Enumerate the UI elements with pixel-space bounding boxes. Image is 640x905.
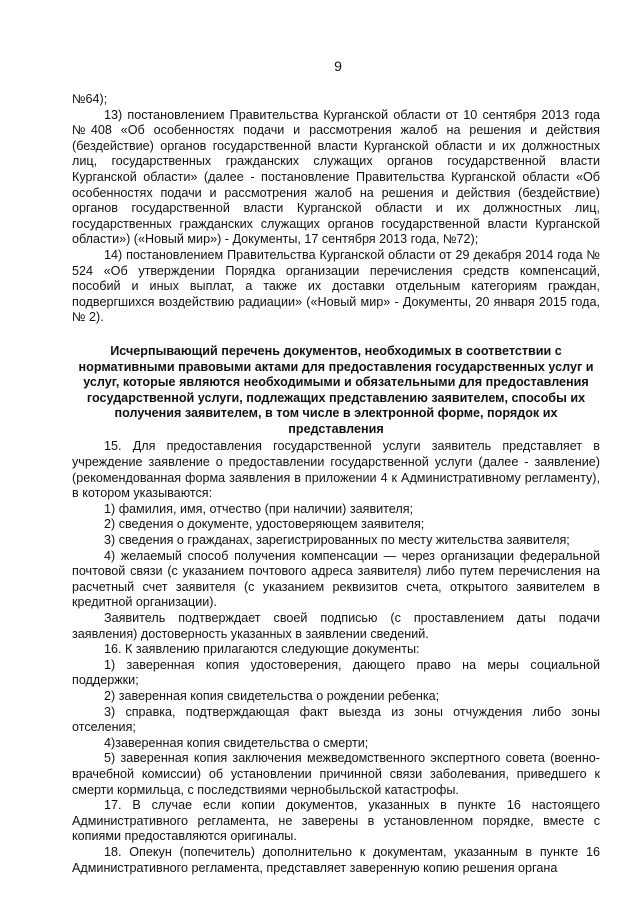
paragraph-15-1: 1) фамилия, имя, отчество (при наличии) заявителя; <box>104 501 414 516</box>
paragraph-14: 14) постановлением Правительства Курганской области от 29 декабря 2014 года № 524 «Об утверждении Порядка организации перечисления средств компенсаций, пособий и иных выплат, а также их доставки отдельным категориям граждан, подвергшихся воздействию радиации» («Новый мир» - Документы, 20 января 2015 года, № 2). <box>72 247 600 325</box>
paragraph-16: 16. К заявлению прилагаются следующие документы: <box>104 642 420 657</box>
paragraph-15: 15. Для предоставления государственной услуги заявитель представляет в учреждение заявление о предоставлении государственной услуги (далее - заявление) (рекомендованная форма заявления в приложении 4 к Административному регламенту), в котором указываются: <box>72 439 600 501</box>
paragraph-16-3: 3) справка, подтверждающая факт выезда из зоны отчуждения либо зоны отселения; <box>72 704 600 735</box>
paragraph-16-5: 5) заверенная копия заключения межведомственного экспертного совета (военно-врачебной комиссии) об установлении причинной связи заболевания, приведшего к смерти кормильца, с последствиями чернобыльской катастрофы. <box>72 751 600 797</box>
paragraph-15-2: 2) сведения о документе, удостоверяющем заявителя; <box>104 517 425 532</box>
paragraph-15-sign: Заявитель подтверждает своей подписью (с проставлением даты подачи заявления) достоверность указанных в заявлении сведений. <box>72 611 600 641</box>
paragraph-16-1: 1) заверенная копия удостоверения, дающего право на меры социальной поддержки; <box>72 657 600 688</box>
paragraph-18: 18. Опекун (попечитель) дополнительно к документам, указанным в пункте 16 Административного регламента, представляет заверенную копию решения органа <box>72 844 600 875</box>
document-body <box>72 92 600 876</box>
paragraph-17: 17. В случае если копии документов, указанных в пункте 16 настоящего Административного регламента, не заверены в установленном порядке, вместе с копиями предоставляются оригиналы. <box>72 798 600 844</box>
paragraph-16-4: 4)заверенная копия свидетельства о смерти; <box>104 735 369 750</box>
paragraph-13: 13) постановлением Правительства Курганской области от 10 сентября 2013 года №408 «Об особенностях подачи и рассмотрения жалоб на решения и действия (бездействие) органов государственной власти Курганской области и их должностных лиц, государственных гражданских служащих органов государственной власти Курганской области» (далее - постановление Правительства Курганской области «Об особенностях подачи и рассмотрения жалоб на решения и действия (бездействие) органов государственной власти Курганской области и их должностных лиц, государственных гражданских служащих органов государственной власти Курганской области») («Новый мир») - Документы, 17 сентября 2013 года, №72); <box>72 107 600 247</box>
page-number: 9 <box>334 58 342 74</box>
paragraph-15-4: 4) желаемый способ получения компенсации — через организации федеральной почтовой связи (с указанием почтового адреса заявителя) либо путем перечисления на расчетный счет заявителя (с указанием реквизитов счета, открытого заявителем в кредитной организации). <box>72 548 600 610</box>
paragraphs-bottom <box>72 439 600 876</box>
paragraph-16-2: 2) заверенная копия свидетельства о рождении ребенка; <box>104 688 440 703</box>
paragraph-15-3: 3) сведения о гражданах, зарегистрированных по месту жительства заявителя; <box>104 533 570 548</box>
paragraph-cont: №64); <box>72 92 108 106</box>
section-heading: Исчерпывающий перечень документов, необходимых в соответствии с нормативными правовыми актами для предоставления государственных услуг и услуг, которые являются необходимыми и обязательными для предоставления государственной услуги, подлежащих представлению заявителем, способы их получения заявителем, в том числе в электронной форме, порядок их представления <box>78 343 594 436</box>
paragraphs-top <box>72 92 600 326</box>
